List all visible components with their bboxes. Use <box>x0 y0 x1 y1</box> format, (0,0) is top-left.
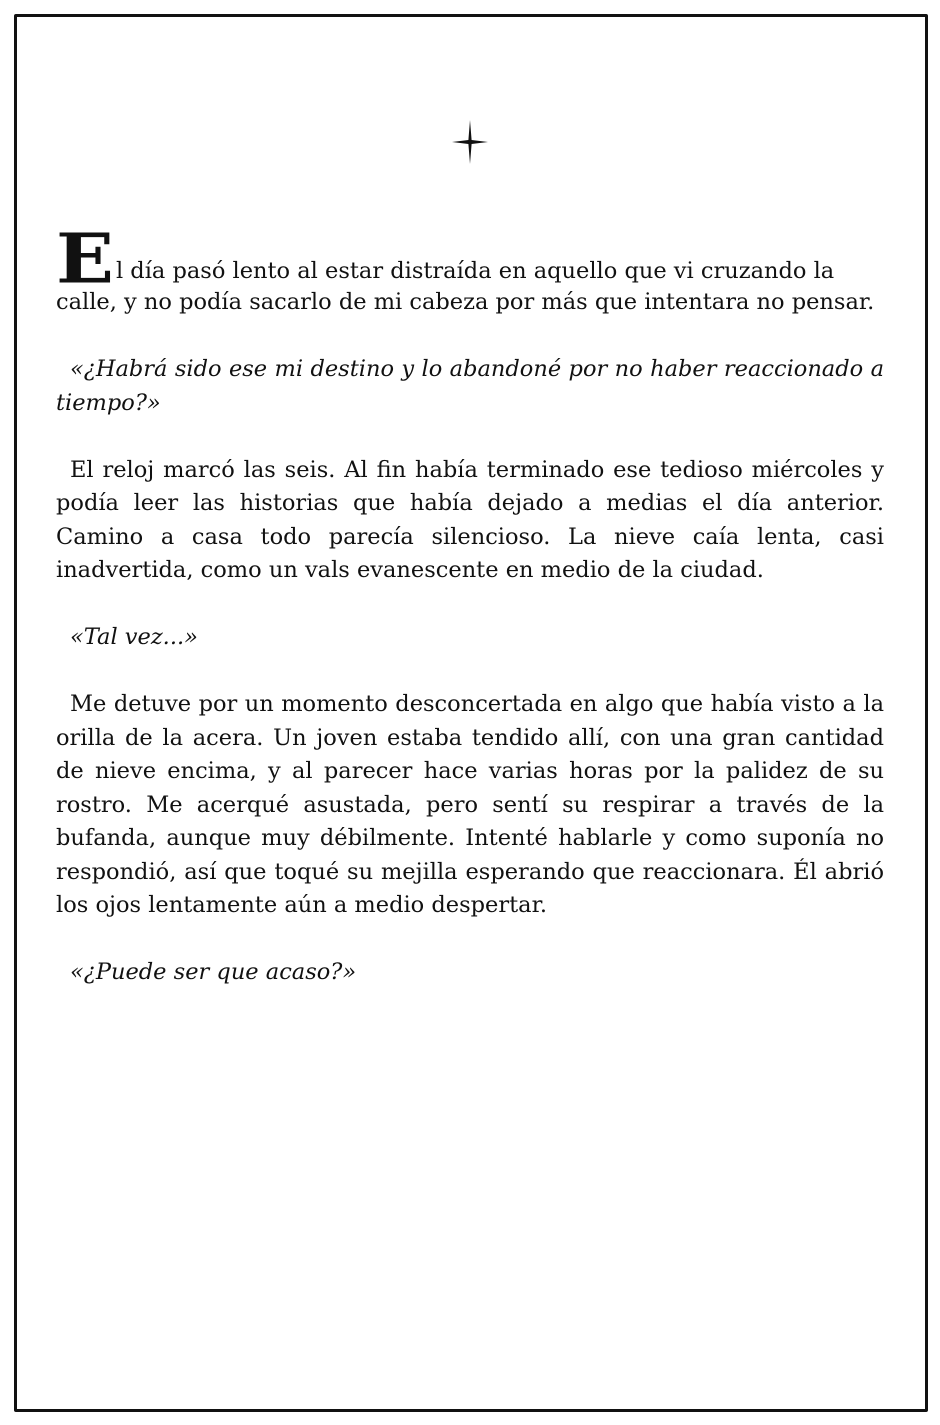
paragraph-2-thought: «¿Habrá sido ese mi destino y lo abandoné por no haber reaccionado a tiempo?» <box>56 356 884 416</box>
paragraph-1 <box>56 218 884 320</box>
text-body <box>56 218 884 1023</box>
four-point-star-icon <box>452 120 488 164</box>
drop-cap: E <box>56 218 112 299</box>
paragraph-3: El reloj marcó las seis. Al fin había terminado ese tedioso miércoles y podía leer las historias que había dejado a medias el día anterior. Camino a casa todo parecía silencioso. La nieve caía lenta, casi inadvertida, como un vals evanescente en medio de la ciudad. <box>56 456 884 583</box>
paragraph-5: Me detuve por un momento desconcertada en algo que había visto a la orilla de la acera. Un joven estaba tendido allí, con una gran cantidad de nieve encima, y al parecer hace varias horas por la palidez de su rostro. Me acerqué asustada, pero sentí su respirar a través de la bufanda, aunque muy débilmente. Intenté hablarle y como suponía no respondió, así que toqué su mejilla esperando que reaccionara. Él abrió los ojos lentamente aún a medio despertar. <box>56 691 884 918</box>
paragraph-1-line-2: calle, y no podía sacarlo de mi cabeza por más que intentara no pensar. <box>56 289 875 315</box>
paragraph-1-line-1: l día pasó lento al estar distraída en aquello que vi cruzando la <box>115 257 835 284</box>
paragraph-4-thought: «Tal vez...» <box>70 624 198 650</box>
paragraph-6-thought: «¿Puede ser que acaso?» <box>70 959 357 985</box>
